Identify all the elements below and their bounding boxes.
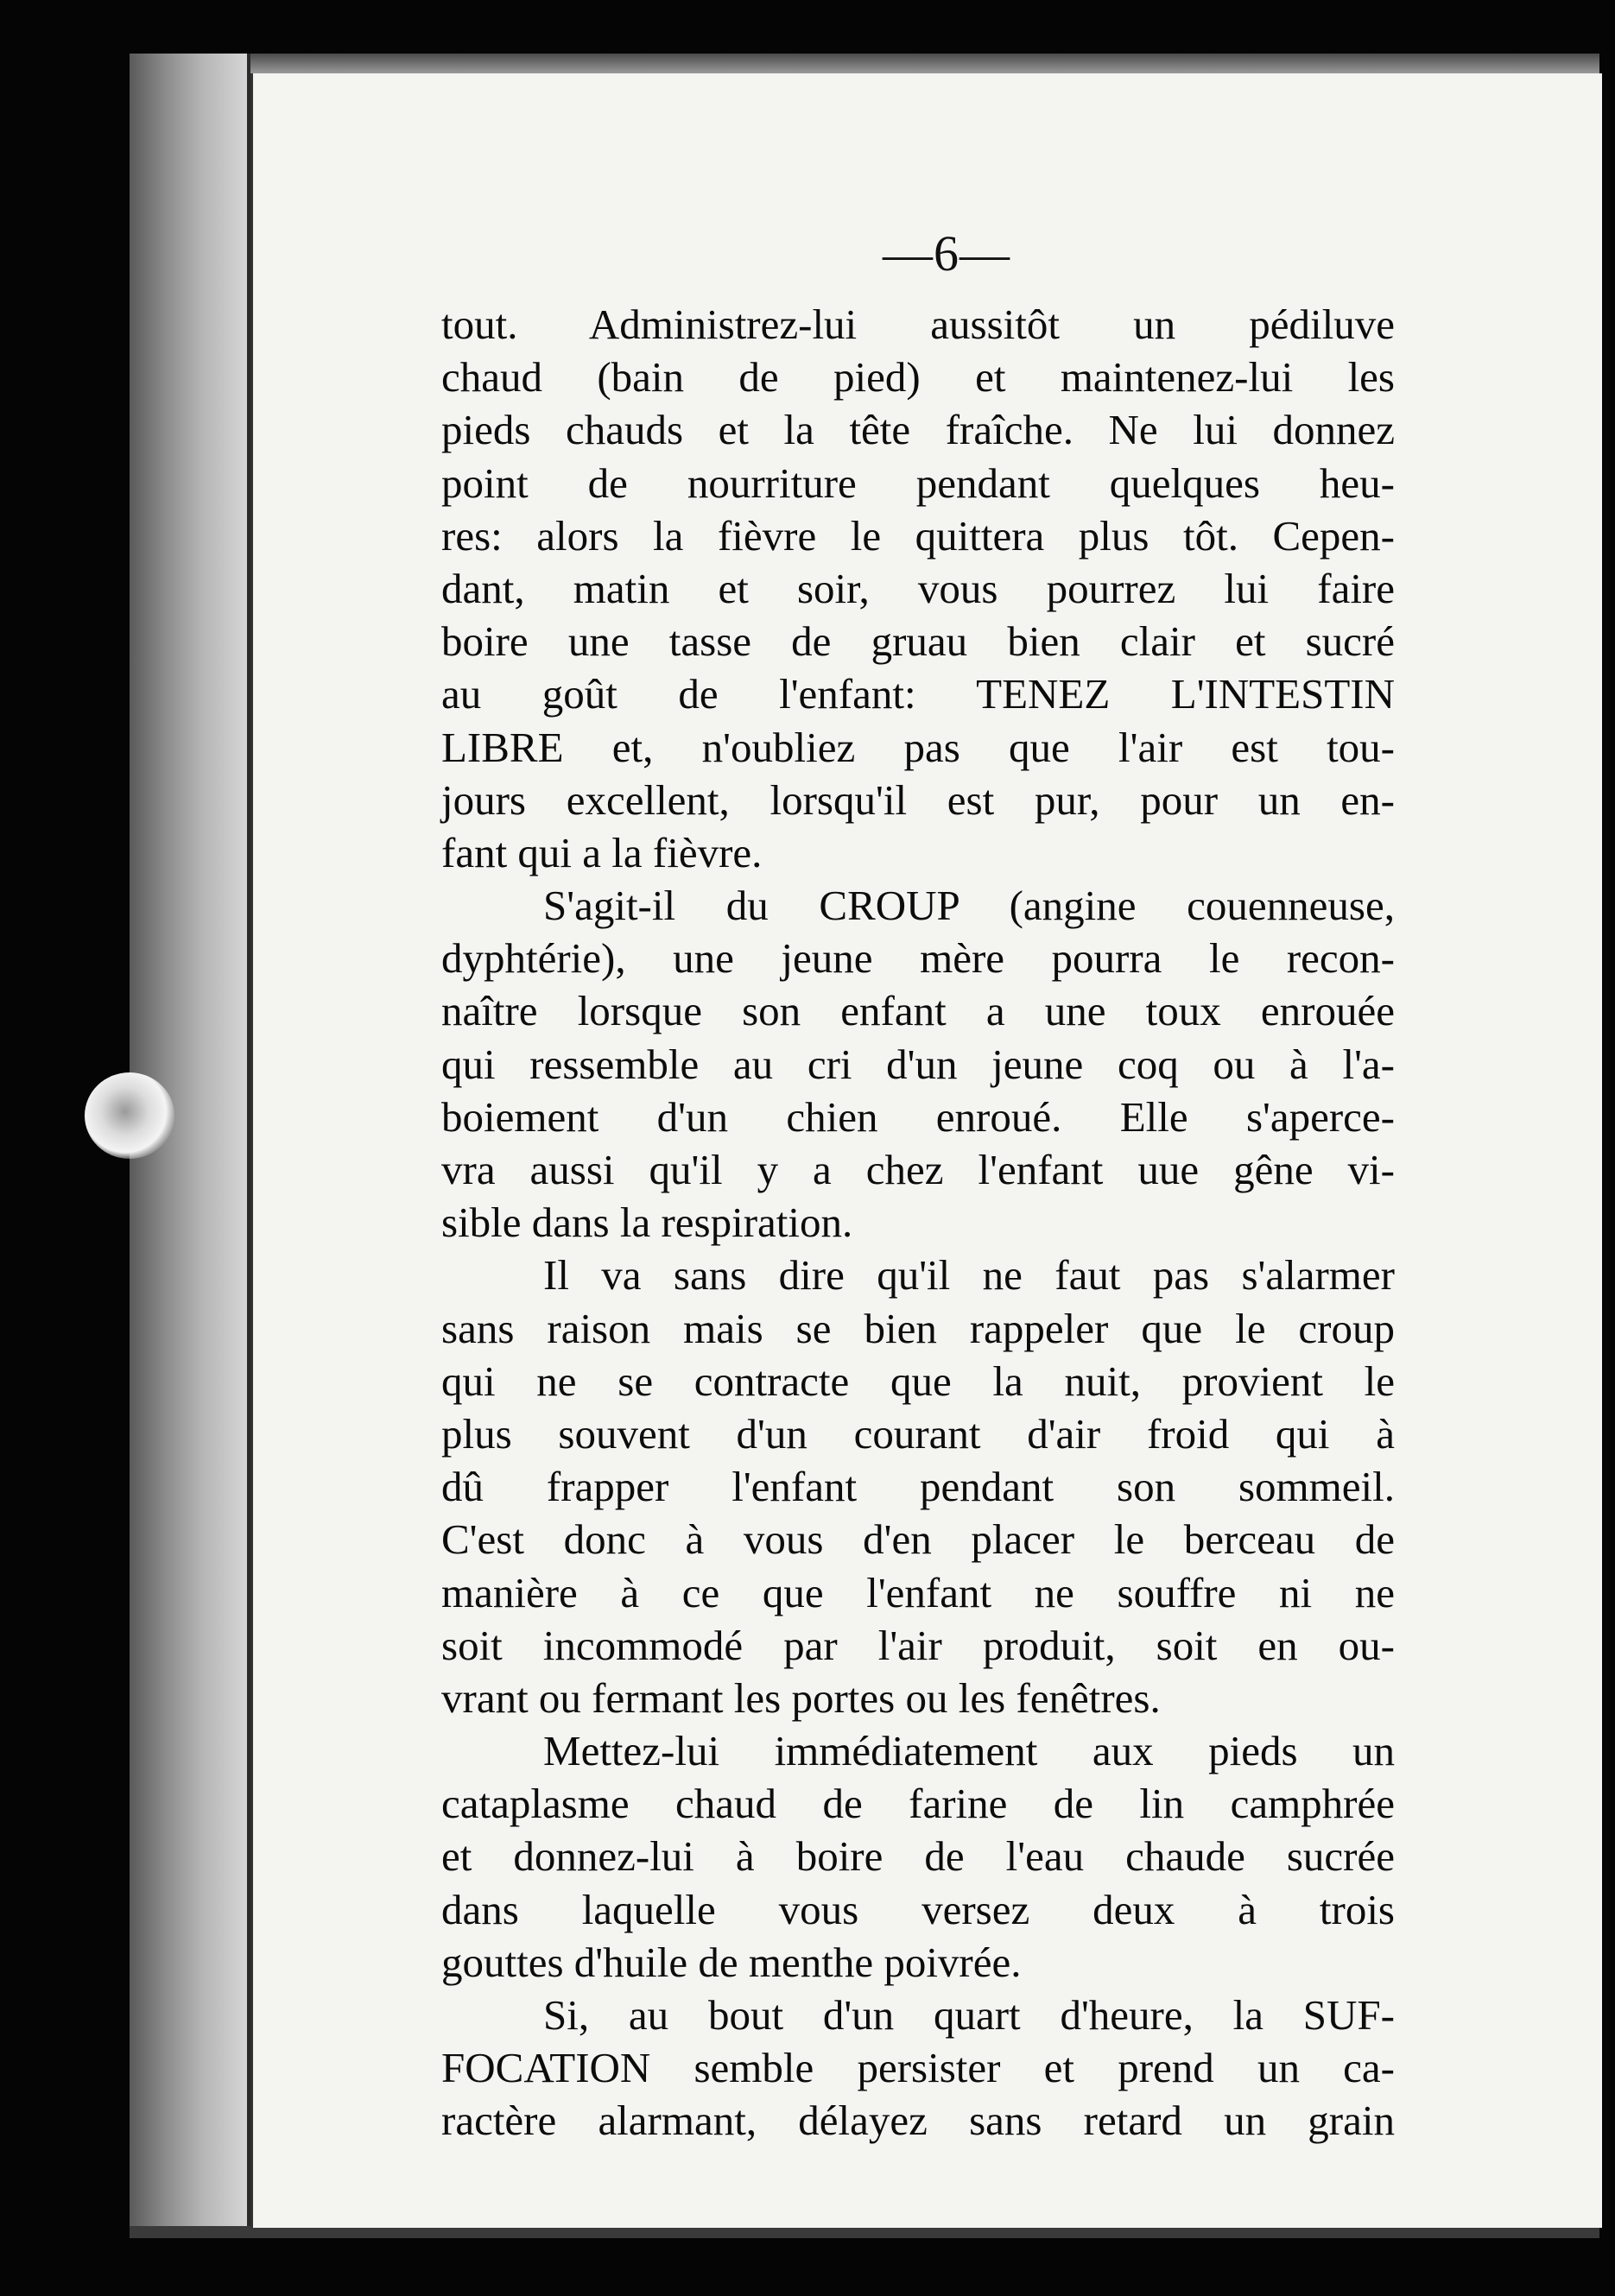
text-line: sible dans la respiration. — [441, 1199, 853, 1247]
text-line: Mettez-lui immédiatement aux pieds un — [543, 1727, 1395, 1775]
text-line: pieds chauds et la tête fraîche. Ne lui donnez — [441, 406, 1395, 454]
paper-blot — [85, 1072, 174, 1159]
text-line: qui ressemble au cri d'un jeune coq ou à l'a- — [441, 1040, 1395, 1088]
text-line: boire une tasse de gruau bien clair et sucré — [441, 617, 1395, 666]
text-line: dû frapper l'enfant pendant son sommeil. — [441, 1463, 1395, 1511]
text-line: chaud (bain de pied) et maintenez-lui les — [441, 353, 1395, 402]
text-line: manière à ce que l'enfant ne souffre ni ne — [441, 1568, 1395, 1616]
text-line: et donnez-lui à boire de l'eau chaude sucrée — [441, 1832, 1395, 1881]
text-line: vra aussi qu'il y a chez l'enfant uue gêne vi- — [441, 1146, 1395, 1193]
text-line: dans laquelle vous versez deux à trois — [441, 1885, 1395, 1933]
text-line: C'est donc à vous d'en placer le berceau de — [441, 1515, 1395, 1564]
page-number — [253, 225, 1602, 282]
text-line: S'agit-il du CROUP (angine couenneuse, — [543, 882, 1395, 930]
text-line: point de nourriture pendant quelques heu- — [441, 459, 1395, 507]
text-line: tout. Administrez-lui aussitôt un pédiluve — [441, 300, 1395, 348]
text-line: plus souvent d'un courant d'air froid qui à — [441, 1409, 1395, 1458]
text-line: dant, matin et soir, vous pourrez lui faire — [441, 564, 1395, 612]
text-line: gouttes d'huile de menthe poivrée. — [441, 1938, 1022, 1986]
text-line: vrant ou fermant les portes ou les fenêtres. — [441, 1673, 1161, 1722]
text-line: LIBRE et, n'oubliez pas que l'air est tou- — [441, 723, 1395, 771]
page-bottom-edge — [130, 2226, 1599, 2238]
book-page — [250, 73, 1602, 2228]
text-line: ractère alarmant, délayez sans retard un grain — [441, 2097, 1395, 2145]
text-line: jours excellent, lorsqu'il est pur, pour un en- — [441, 775, 1395, 824]
text-line: soit incommodé par l'air produit, soit en ou- — [441, 1621, 1395, 1669]
text-line: naître lorsque son enfant a une toux enrouée — [441, 987, 1395, 1035]
body-text — [441, 298, 1395, 2147]
text-line: qui ne se contracte que la nuit, provient le — [441, 1357, 1395, 1405]
text-line: res: alors la fièvre le quittera plus tôt. Cepen- — [441, 511, 1395, 560]
text-line: sans raison mais se bien rappeler que le croup — [441, 1304, 1395, 1352]
text-line: cataplasme chaud de farine de lin camphrée — [441, 1780, 1395, 1828]
page-number-text: —6— — [883, 225, 1010, 281]
text-line: dyphtérie), une jeune mère pourra le recon- — [441, 934, 1395, 983]
text-line: Si, au bout d'un quart d'heure, la SUF- — [543, 1991, 1395, 2039]
text-line: fant qui a la fièvre. — [441, 828, 763, 876]
page-top-edge — [130, 54, 1599, 73]
text-line: FOCATION semble persister et prend un ca- — [441, 2044, 1395, 2092]
text-line: au goût de l'enfant: TENEZ L'INTESTIN — [441, 670, 1395, 718]
text-line: boiement d'un chien enroué. Elle s'aperce- — [441, 1092, 1395, 1141]
text-line: Il va sans dire qu'il ne faut pas s'alarmer — [543, 1251, 1395, 1300]
